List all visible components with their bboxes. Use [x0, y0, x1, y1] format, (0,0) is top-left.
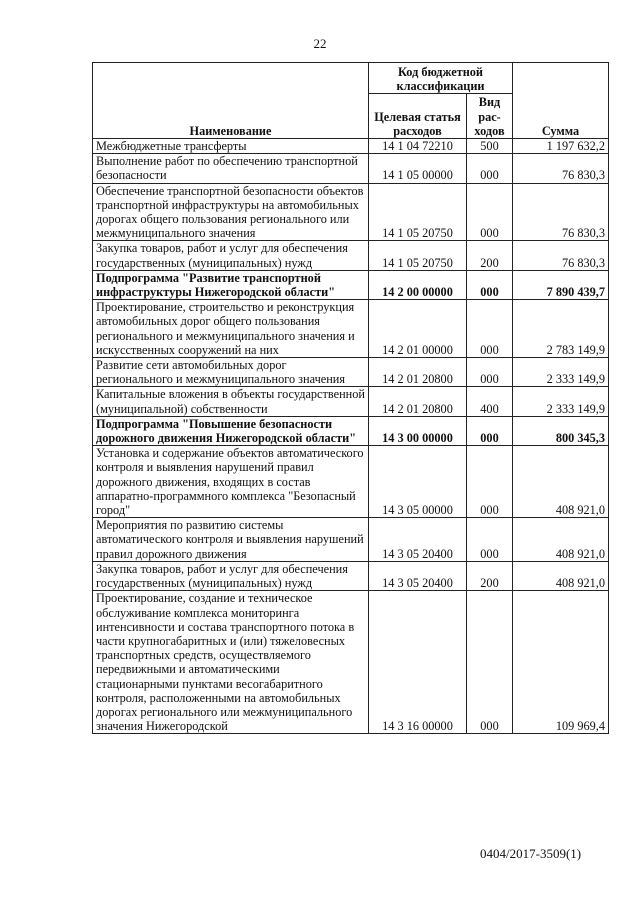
row-sum: 2 783 149,9 [513, 300, 609, 358]
row-type: 000 [467, 270, 513, 299]
table-row [93, 591, 609, 734]
table-row [93, 183, 609, 241]
row-name: Закупка товаров, работ и услуг для обеспечения государственных (муниципальных) нужд [93, 561, 369, 590]
table-row [93, 358, 609, 387]
row-type: 000 [467, 518, 513, 562]
row-name: Обеспечение транспортной безопасности объектов транспортной инфраструктуры на автомобильных дорогах общего пользования регионального или межмуниципального значения [93, 183, 369, 241]
row-name: Выполнение работ по обеспечению транспортной безопасности [93, 154, 369, 183]
row-name: Межбюджетные трансферты [93, 139, 369, 154]
document-code: 0404/2017-3509(1) [480, 846, 582, 861]
row-name: Проектирование, создание и техническое обслуживание комплекса мониторинга интенсивности и состава транспортного потока в части крупногабаритных и (или) тяжеловесных транспортных средств, осуществляемого передвижными и автоматическими стационарными пунктами весогабаритного контроля, расположенными на автомобильных дорогах регионального или межмуниципального значения Нижегородской [93, 591, 369, 734]
row-sum: 408 921,0 [513, 518, 609, 562]
row-type: 200 [467, 241, 513, 270]
row-sum: 1 197 632,2 [513, 139, 609, 154]
row-code: 14 2 01 20800 [369, 387, 467, 416]
row-type: 400 [467, 387, 513, 416]
table-row [93, 561, 609, 590]
table-row [93, 446, 609, 518]
row-code: 14 3 05 20400 [369, 561, 467, 590]
row-sum: 2 333 149,9 [513, 358, 609, 387]
row-name: Развитие сети автомобильных дорог регионального и межмуниципального значения [93, 358, 369, 387]
table-row [93, 518, 609, 562]
row-code: 14 2 00 00000 [369, 270, 467, 299]
table-row [93, 241, 609, 270]
row-type: 000 [467, 446, 513, 518]
row-code: 14 1 05 20750 [369, 241, 467, 270]
row-code: 14 1 05 20750 [369, 183, 467, 241]
header-target-item: Целевая статья расходов [369, 94, 467, 139]
row-name: Мероприятия по развитию системы автоматического контроля и выявления нарушений правил дорожного движения [93, 518, 369, 562]
row-code: 14 3 05 20400 [369, 518, 467, 562]
row-code: 14 1 05 00000 [369, 154, 467, 183]
row-type: 000 [467, 591, 513, 734]
page-number: 22 [313, 36, 327, 51]
row-sum: 76 830,3 [513, 183, 609, 241]
row-type: 000 [467, 183, 513, 241]
row-sum: 76 830,3 [513, 154, 609, 183]
table-row [93, 154, 609, 183]
row-sum: 109 969,4 [513, 591, 609, 734]
row-code: 14 3 00 00000 [369, 416, 467, 445]
row-name: Закупка товаров, работ и услуг для обеспечения государственных (муниципальных) нужд [93, 241, 369, 270]
row-sum: 408 921,0 [513, 446, 609, 518]
table-row [93, 416, 609, 445]
header-row [93, 63, 609, 94]
row-name: Подпрограмма "Повышение безопасности дорожного движения Нижегородской области" [93, 416, 369, 445]
header-code-group: Код бюджетной классификации [369, 63, 513, 94]
row-sum: 2 333 149,9 [513, 387, 609, 416]
row-type: 200 [467, 561, 513, 590]
table-row [93, 387, 609, 416]
row-name: Подпрограмма "Развитие транспортной инфраструктуры Нижегородской области" [93, 270, 369, 299]
row-type: 000 [467, 358, 513, 387]
row-sum: 76 830,3 [513, 241, 609, 270]
row-code: 14 3 16 00000 [369, 591, 467, 734]
row-type: 000 [467, 154, 513, 183]
row-name: Установка и содержание объектов автоматического контроля и выявления нарушений правил дорожного движения, входящих в состав аппаратно-программного комплекса "Безопасный город" [93, 446, 369, 518]
budget-table [92, 62, 609, 734]
table-row [93, 300, 609, 358]
header-sum: Сумма [513, 63, 609, 139]
row-name: Капитальные вложения в объекты государственной (муниципальной) собственности [93, 387, 369, 416]
row-sum: 7 890 439,7 [513, 270, 609, 299]
header-name: Наименование [93, 63, 369, 139]
row-code: 14 3 05 00000 [369, 446, 467, 518]
header-expense-type: Вид рас-ходов [467, 94, 513, 139]
row-code: 14 2 01 00000 [369, 300, 467, 358]
row-code: 14 2 01 20800 [369, 358, 467, 387]
row-name: Проектирование, строительство и реконструкция автомобильных дорог общего пользования регионального и межмуниципального значения и искусственных сооружений на них [93, 300, 369, 358]
row-sum: 800 345,3 [513, 416, 609, 445]
row-type: 000 [467, 416, 513, 445]
row-sum: 408 921,0 [513, 561, 609, 590]
row-type: 500 [467, 139, 513, 154]
table-row [93, 139, 609, 154]
row-type: 000 [467, 300, 513, 358]
row-code: 14 1 04 72210 [369, 139, 467, 154]
table-row [93, 270, 609, 299]
